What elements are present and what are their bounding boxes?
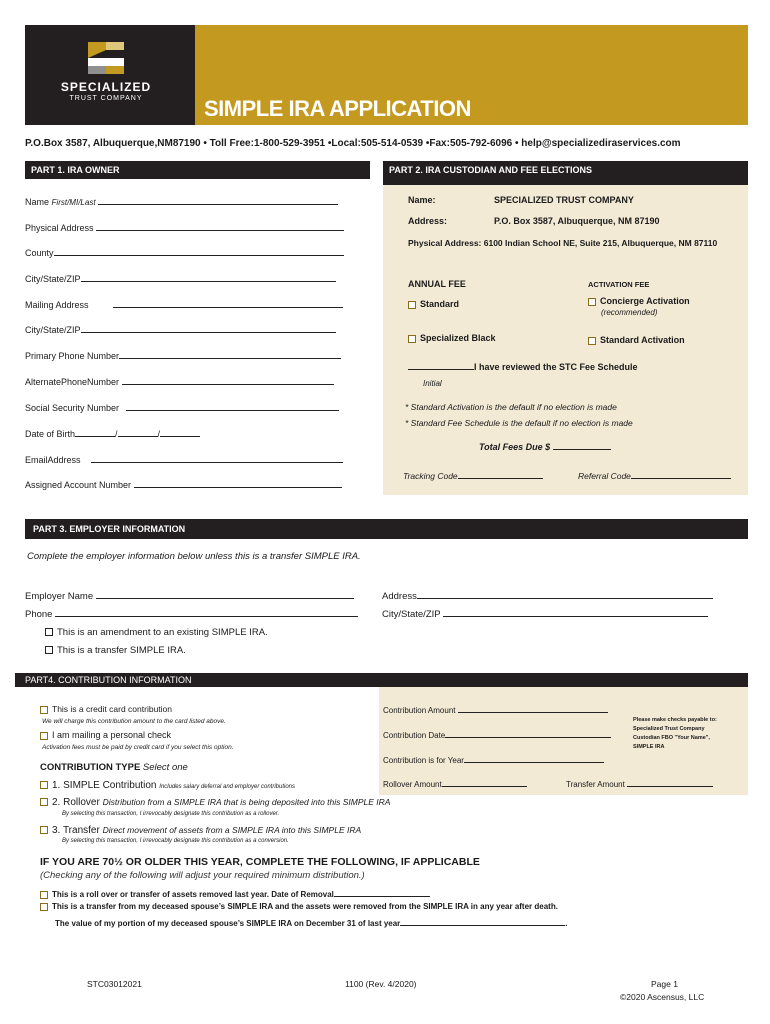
activation-fee-heading: ACTIVATION FEE <box>588 280 650 289</box>
transfer-simple-option[interactable]: This is a transfer SIMPLE IRA. <box>45 645 186 656</box>
owner-name-field[interactable]: Name First/MI/Last <box>25 195 347 207</box>
standard-fee-checkbox[interactable] <box>408 301 416 309</box>
custodian-address-value: P.O. Box 3587, Albuquerque, NM 87190 <box>494 216 660 226</box>
brand-logo <box>86 38 126 78</box>
employer-phone-field[interactable]: Phone <box>25 607 358 620</box>
rmd-rollover-option[interactable]: This is a roll over or transfer of assets removed last year. Date of Removal <box>40 887 430 899</box>
transfer-checkbox[interactable] <box>40 826 48 834</box>
page-number: Page 1 <box>651 979 678 989</box>
rmd-spouse-option[interactable]: This is a transfer from my deceased spouse’s SIMPLE IRA and the assets were removed from the SIMPLE IRA in any year after death. <box>40 902 558 911</box>
employer-address-field[interactable]: Address <box>382 589 713 602</box>
total-fees-field[interactable]: Total Fees Due $ <box>479 440 611 452</box>
custodian-address-label: Address: <box>408 216 448 226</box>
contribution-type-heading: CONTRIBUTION TYPE Select one <box>40 762 188 773</box>
custodian-physical-address: Physical Address: 6100 Indian School NE, Suite 215, Albuquerque, NM 87110 <box>408 238 718 248</box>
rmd-heading: IF YOU ARE 70½ OR OLDER THIS YEAR, COMPLETE THE FOLLOWING, IF APPLICABLE <box>40 856 480 868</box>
brand-subname: TRUST COMPANY <box>69 95 143 102</box>
rollover-checkbox[interactable] <box>40 798 48 806</box>
part4-heading-bar <box>15 673 748 687</box>
transfer-option[interactable]: 3. Transfer Direct movement of assets from a SIMPLE IRA into this SIMPLE IRA <box>40 825 361 836</box>
personal-check-checkbox[interactable] <box>40 732 48 740</box>
form-revision: 1100 (Rev. 4/2020) <box>345 979 417 989</box>
fee-default-note: * Standard Fee Schedule is the default if no election is made <box>405 418 633 428</box>
standard-activation-option[interactable]: Standard Activation <box>588 335 685 345</box>
recommended-note: (recommended) <box>601 308 658 317</box>
part3-heading-bar <box>25 519 748 539</box>
part1-heading-bar <box>25 161 370 179</box>
mailing-address-field[interactable]: Mailing Address <box>25 298 343 310</box>
part3-instruction: Complete the employer information below unless this is a transfer SIMPLE IRA. <box>27 551 361 562</box>
transfer-simple-checkbox[interactable] <box>45 646 53 654</box>
credit-card-checkbox[interactable] <box>40 706 48 714</box>
primary-phone-field[interactable]: Primary Phone Number <box>25 349 341 361</box>
part2-heading-bar <box>383 161 748 185</box>
assigned-account-field[interactable]: Assigned Account Number <box>25 478 342 490</box>
specialized-black-option[interactable]: Specialized Black <box>408 333 496 343</box>
custodian-name-label: Name: <box>408 195 436 205</box>
rollover-amount-field[interactable]: Rollover Amount <box>383 777 527 789</box>
email-field[interactable]: EmailAddress <box>25 453 343 465</box>
contribution-amount-field[interactable]: Contribution Amount <box>383 703 608 715</box>
tracking-code-field[interactable]: Tracking Code <box>403 469 543 481</box>
payable-line-4: SIMPLE IRA <box>633 744 665 750</box>
concierge-activation-option[interactable]: Concierge Activation <box>588 296 690 306</box>
credit-card-option[interactable]: This is a credit card contribution <box>40 704 172 714</box>
contact-line: P.O.Box 3587, Albuquerque,NM87190 • Toll Free:1-800-529-3951 •Local:505-514-0539 •Fax:505-792-6096 • help@specializediraservices.com <box>25 138 681 149</box>
ssn-field[interactable]: Social Security Number <box>25 401 339 413</box>
payable-note <box>633 716 717 752</box>
city-state-zip-field[interactable]: City/State/ZIP <box>25 272 336 284</box>
activation-default-note: * Standard Activation is the default if no election is made <box>405 402 617 412</box>
form-code: STC03012021 <box>87 979 142 989</box>
rmd-subheading: (Checking any of the following will adjust your required minimum distribution.) <box>40 870 365 881</box>
custodian-name-value: SPECIALIZED TRUST COMPANY <box>494 195 634 205</box>
employer-city-state-zip-field[interactable]: City/State/ZIP <box>382 607 708 620</box>
specialized-black-checkbox[interactable] <box>408 335 416 343</box>
fee-schedule-review[interactable]: I have reviewed the STC Fee Schedule <box>408 360 638 372</box>
payable-line-1: Please make checks payable to: <box>633 717 717 723</box>
copyright: ©2020 Ascensus, LLC <box>620 992 705 1002</box>
simple-contribution-checkbox[interactable] <box>40 781 48 789</box>
personal-check-option[interactable]: I am mailing a personal check <box>40 730 171 740</box>
brand-name: SPECIALIZED <box>60 80 152 94</box>
physical-address-field[interactable]: Physical Address <box>25 221 344 233</box>
part2-heading: PART 2. IRA CUSTODIAN AND FEE ELECTIONS <box>389 165 593 175</box>
rollover-note: By selecting this transaction, I irrevocably designate this contribution as a rollover. <box>62 811 280 817</box>
activation-fee-note: Activation fees must be paid by credit card if you select this option. <box>42 744 234 751</box>
standard-activation-checkbox[interactable] <box>588 337 596 345</box>
employer-name-field[interactable]: Employer Name <box>25 589 354 602</box>
amendment-option[interactable]: This is an amendment to an existing SIMPLE IRA. <box>45 627 268 638</box>
contribution-date-field[interactable]: Contribution Date <box>383 728 611 740</box>
transfer-amount-field[interactable]: Transfer Amount <box>566 777 713 789</box>
payable-line-2: Specialized Trust Company <box>633 726 705 732</box>
concierge-activation-checkbox[interactable] <box>588 298 596 306</box>
county-field[interactable]: County <box>25 246 344 258</box>
credit-card-note: We will charge this contribution amount to the card listed above. <box>42 718 226 725</box>
rmd-spouse-value-field[interactable]: The value of my portion of my deceased spouse’s SIMPLE IRA on December 31 of last year . <box>55 916 568 928</box>
rollover-option[interactable]: 2. Rollover Distribution from a SIMPLE IRA that is being deposited into this SIMPLE IRA <box>40 797 390 808</box>
rmd-rollover-checkbox[interactable] <box>40 891 48 899</box>
simple-contribution-option[interactable]: 1. SIMPLE Contribution Includes salary deferral and employer contributions <box>40 780 295 791</box>
referral-code-field[interactable]: Referral Code <box>578 469 731 481</box>
transfer-note: By selecting this transaction, I irrevocably designate this contribution as a conversion. <box>62 838 289 844</box>
initial-label: Initial <box>423 379 442 388</box>
amendment-checkbox[interactable] <box>45 628 53 636</box>
part3-heading: PART 3. EMPLOYER INFORMATION <box>33 524 186 534</box>
rmd-spouse-checkbox[interactable] <box>40 903 48 911</box>
payable-line-3: Custodian FBO "Your Name", <box>633 735 710 741</box>
part4-heading: PART4. CONTRIBUTION INFORMATION <box>25 675 192 685</box>
contribution-year-field[interactable]: Contribution is for Year <box>383 753 604 765</box>
part1-heading: PART 1. IRA OWNER <box>31 165 120 175</box>
dob-field[interactable]: Date of Birth / / <box>25 427 200 439</box>
alternate-phone-field[interactable]: AlternatePhoneNumber <box>25 375 334 387</box>
page-title: SIMPLE IRA APPLICATION <box>204 96 471 121</box>
annual-fee-heading: ANNUAL FEE <box>408 279 466 289</box>
standard-fee-option[interactable]: Standard <box>408 299 459 309</box>
mailing-city-state-zip-field[interactable]: City/State/ZIP <box>25 323 336 335</box>
